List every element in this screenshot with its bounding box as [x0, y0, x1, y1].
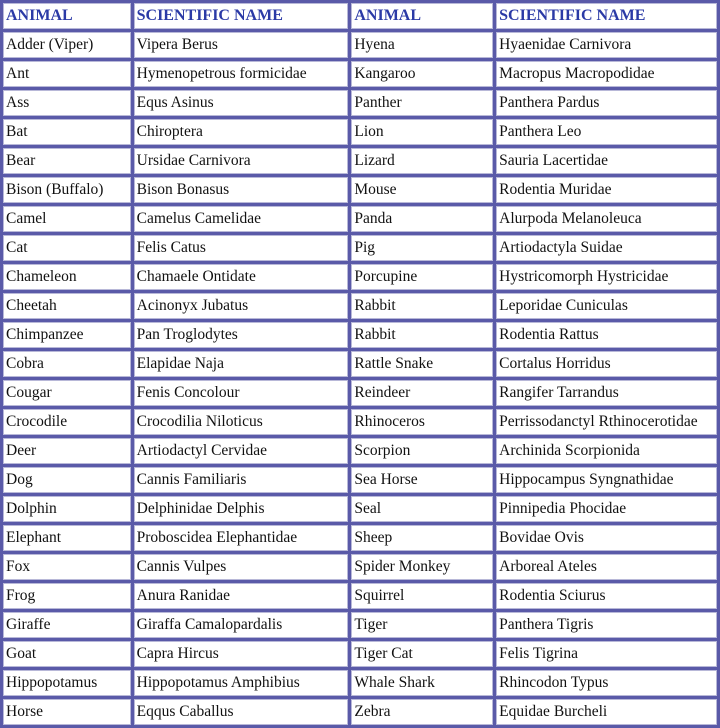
table-row [3, 322, 717, 348]
animal-name-left: Deer [3, 438, 131, 464]
animal-name-left: Ass [3, 90, 131, 116]
animal-name-right: Lion [351, 119, 493, 145]
scientific-name-left: Elapidae Naja [134, 351, 349, 377]
animal-name-left: Camel [3, 206, 131, 232]
table-row [3, 699, 717, 725]
animal-name-left: Horse [3, 699, 131, 725]
scientific-name-right: Felis Tigrina [496, 641, 717, 667]
table-row [3, 32, 717, 58]
scientific-name-left: Fenis Concolour [134, 380, 349, 406]
animal-name-left: Bear [3, 148, 131, 174]
animal-name-right: Reindeer [351, 380, 493, 406]
scientific-name-right: Artiodactyla Suidae [496, 235, 717, 261]
animal-name-left: Adder (Viper) [3, 32, 131, 58]
animal-name-right: Rhinoceros [351, 409, 493, 435]
scientific-name-left: Delphinidae Delphis [134, 496, 349, 522]
scientific-name-right: Leporidae Cuniculas [496, 293, 717, 319]
animal-name-right: Porcupine [351, 264, 493, 290]
scientific-name-left: Anura Ranidae [134, 583, 349, 609]
scientific-name-left: Cannis Vulpes [134, 554, 349, 580]
table-row [3, 554, 717, 580]
scientific-name-left: Acinonyx Jubatus [134, 293, 349, 319]
scientific-name-right: Rodentia Rattus [496, 322, 717, 348]
animal-name-right: Panda [351, 206, 493, 232]
table-header [3, 3, 717, 29]
scientific-name-right: Bovidae Ovis [496, 525, 717, 551]
table-row [3, 177, 717, 203]
animal-name-left: Dolphin [3, 496, 131, 522]
scientific-name-left: Chamaele Ontidate [134, 264, 349, 290]
scientific-name-left: Cannis Familiaris [134, 467, 349, 493]
animal-name-right: Squirrel [351, 583, 493, 609]
animal-name-right: Rabbit [351, 322, 493, 348]
animal-name-right: Spider Monkey [351, 554, 493, 580]
scientific-name-left: Proboscidea Elephantidae [134, 525, 349, 551]
scientific-name-right: Alurpoda Melanoleuca [496, 206, 717, 232]
table-row [3, 380, 717, 406]
animal-name-left: Bison (Buffalo) [3, 177, 131, 203]
table-row [3, 641, 717, 667]
animal-name-left: Chimpanzee [3, 322, 131, 348]
scientific-name-right: Pinnipedia Phocidae [496, 496, 717, 522]
table-row [3, 496, 717, 522]
table-row [3, 409, 717, 435]
animal-name-left: Cheetah [3, 293, 131, 319]
animal-name-left: Cat [3, 235, 131, 261]
animal-name-left: Frog [3, 583, 131, 609]
header-animal-left: ANIMAL [3, 3, 131, 29]
table-row [3, 264, 717, 290]
animal-name-right: Tiger [351, 612, 493, 638]
animal-name-left: Bat [3, 119, 131, 145]
table-row [3, 148, 717, 174]
table-row [3, 61, 717, 87]
animal-name-right: Seal [351, 496, 493, 522]
table-row [3, 293, 717, 319]
animal-name-right: Rattle Snake [351, 351, 493, 377]
scientific-name-left: Ursidae Carnivora [134, 148, 349, 174]
header-animal-right: ANIMAL [351, 3, 493, 29]
scientific-name-left: Hippopotamus Amphibius [134, 670, 349, 696]
scientific-name-right: Hippocampus Syngnathidae [496, 467, 717, 493]
animal-name-left: Elephant [3, 525, 131, 551]
scientific-name-left: Chiroptera [134, 119, 349, 145]
scientific-name-left: Artiodactyl Cervidae [134, 438, 349, 464]
scientific-name-right: Rhincodon Typus [496, 670, 717, 696]
scientific-name-right: Sauria Lacertidae [496, 148, 717, 174]
scientific-name-left: Bison Bonasus [134, 177, 349, 203]
animal-name-left: Giraffe [3, 612, 131, 638]
table-row [3, 670, 717, 696]
table-row [3, 351, 717, 377]
scientific-name-right: Arboreal Ateles [496, 554, 717, 580]
animal-name-left: Cobra [3, 351, 131, 377]
scientific-name-left: Hymenopetrous formicidae [134, 61, 349, 87]
header-scientific-name-left: SCIENTIFIC NAME [134, 3, 349, 29]
animal-name-right: Hyena [351, 32, 493, 58]
table-row [3, 438, 717, 464]
scientific-name-left: Giraffa Camalopardalis [134, 612, 349, 638]
scientific-name-right: Archinida Scorpionida [496, 438, 717, 464]
scientific-name-left: Vipera Berus [134, 32, 349, 58]
animal-name-left: Dog [3, 467, 131, 493]
scientific-name-left: Crocodilia Niloticus [134, 409, 349, 435]
table-body [3, 32, 717, 725]
scientific-name-right: Rodentia Muridae [496, 177, 717, 203]
animal-name-right: Panther [351, 90, 493, 116]
scientific-name-right: Macropus Macropodidae [496, 61, 717, 87]
scientific-name-left: Eqqus Caballus [134, 699, 349, 725]
table-row [3, 206, 717, 232]
table-row [3, 583, 717, 609]
scientific-name-left: Equs Asinus [134, 90, 349, 116]
animal-name-right: Zebra [351, 699, 493, 725]
animal-name-left: Ant [3, 61, 131, 87]
table-row [3, 119, 717, 145]
animal-name-right: Scorpion [351, 438, 493, 464]
scientific-name-left: Pan Troglodytes [134, 322, 349, 348]
table-row [3, 612, 717, 638]
table-row [3, 90, 717, 116]
animal-name-right: Sheep [351, 525, 493, 551]
animal-name-left: Chameleon [3, 264, 131, 290]
scientific-name-right: Cortalus Horridus [496, 351, 717, 377]
animal-name-right: Lizard [351, 148, 493, 174]
table-row [3, 235, 717, 261]
scientific-name-left: Capra Hircus [134, 641, 349, 667]
scientific-name-left: Camelus Camelidae [134, 206, 349, 232]
animal-name-right: Pig [351, 235, 493, 261]
animal-name-right: Rabbit [351, 293, 493, 319]
animal-name-right: Mouse [351, 177, 493, 203]
scientific-name-left: Felis Catus [134, 235, 349, 261]
animal-name-right: Sea Horse [351, 467, 493, 493]
animal-name-left: Fox [3, 554, 131, 580]
scientific-name-right: Hystricomorph Hystricidae [496, 264, 717, 290]
scientific-name-right: Panthera Leo [496, 119, 717, 145]
scientific-name-right: Rangifer Tarrandus [496, 380, 717, 406]
table-row [3, 525, 717, 551]
scientific-name-right: Hyaenidae Carnivora [496, 32, 717, 58]
animal-name-left: Hippopotamus [3, 670, 131, 696]
animal-name-left: Cougar [3, 380, 131, 406]
animal-name-right: Kangaroo [351, 61, 493, 87]
animal-name-right: Whale Shark [351, 670, 493, 696]
scientific-name-right: Panthera Tigris [496, 612, 717, 638]
scientific-name-right: Perrissodanctyl Rthinocerotidae [496, 409, 717, 435]
scientific-name-right: Equidae Burcheli [496, 699, 717, 725]
animal-name-left: Crocodile [3, 409, 131, 435]
animal-name-right: Tiger Cat [351, 641, 493, 667]
header-scientific-name-right: SCIENTIFIC NAME [496, 3, 717, 29]
header-row [3, 3, 717, 29]
animal-name-left: Goat [3, 641, 131, 667]
scientific-name-right: Rodentia Sciurus [496, 583, 717, 609]
table-row [3, 467, 717, 493]
scientific-name-right: Panthera Pardus [496, 90, 717, 116]
